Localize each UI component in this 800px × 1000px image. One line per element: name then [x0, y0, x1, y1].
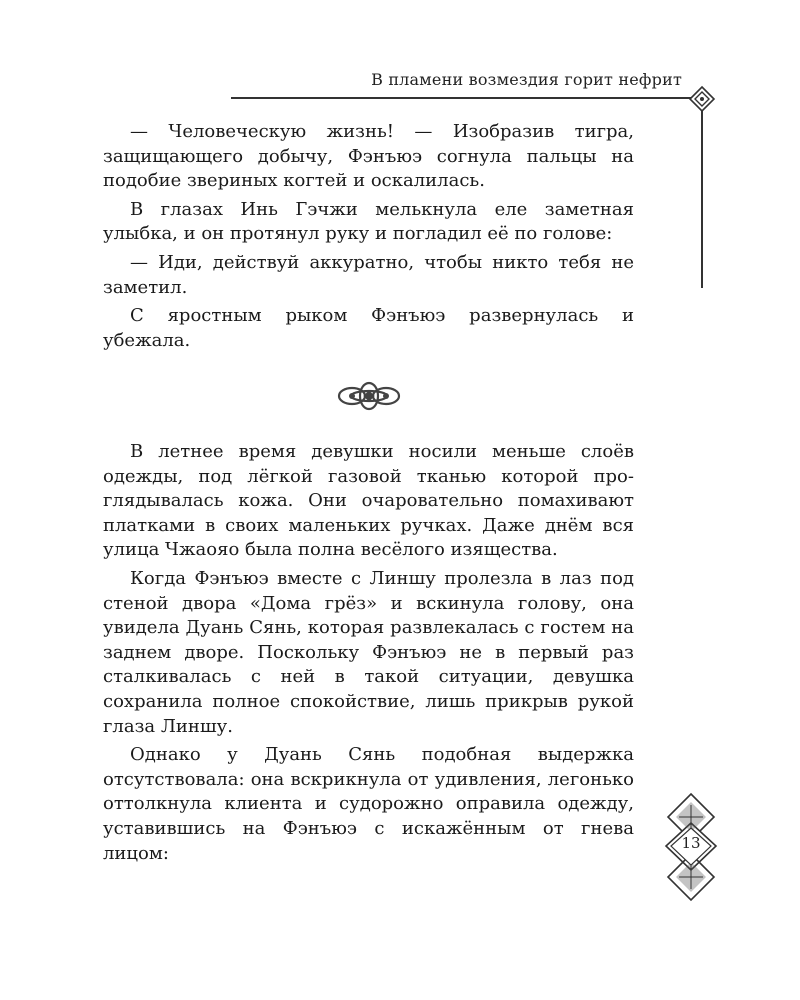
- running-title: В пламени возмездия горит нефрит: [371, 70, 682, 89]
- paragraph: В глазах Инь Гэчжи мелькнула еле заметная улыбка, и он протянул руку и погладил её по голове:: [103, 198, 634, 245]
- endless-knot-icon: [336, 380, 402, 412]
- paragraph: — Иди, действуй аккуратно, чтобы никто тебя не заметил.: [103, 251, 634, 298]
- section-one: [103, 120, 634, 357]
- diamond-knot-icon: [688, 85, 716, 113]
- paragraph: С яростным рыком Фэнъюэ развернулась и убежала.: [103, 305, 634, 351]
- page-number: 13: [681, 834, 701, 852]
- paragraph: В летнее время девушки носили меньше слоёв одежды, под лёгкой газовой тканью которой проглядывалась кожа. Они очаровательно помахивают платками в своих маленьких ручках. Даже днём вся улица Чжаояо была полна весёлого изящества.: [103, 441, 634, 561]
- side-rule: [701, 110, 703, 288]
- paragraph: — Человеческую жизнь! — Изобразив тигра, защищающего добычу, Фэнъюэ согнула пальцы на подобие звериных когтей и оскалилась.: [103, 121, 634, 192]
- paragraph: Однако у Дуань Сянь подобная выдержка отсутствовала: она вскрикнула от удивления, легонько оттолкнула клиента и судорожно оправила одежду, уставившись на Фэнъюэ с искажённым от гнева лицом:: [103, 744, 634, 864]
- section-two: [103, 440, 634, 870]
- header-rule: [231, 97, 691, 99]
- paragraph: Когда Фэнъюэ вместе с Линшу пролезла в лаз под стеной двора «Дома грёз» и вскинула голову, она увидела Дуань Сянь, которая развлекалась с гостем на заднем дворе. Поскольку Фэнъюэ не в первый раз сталкивалась с ней в такой ситуации, девушка сохранила полное спокойствие, лишь прикрыв рукой глаза Линшу.: [103, 567, 634, 737]
